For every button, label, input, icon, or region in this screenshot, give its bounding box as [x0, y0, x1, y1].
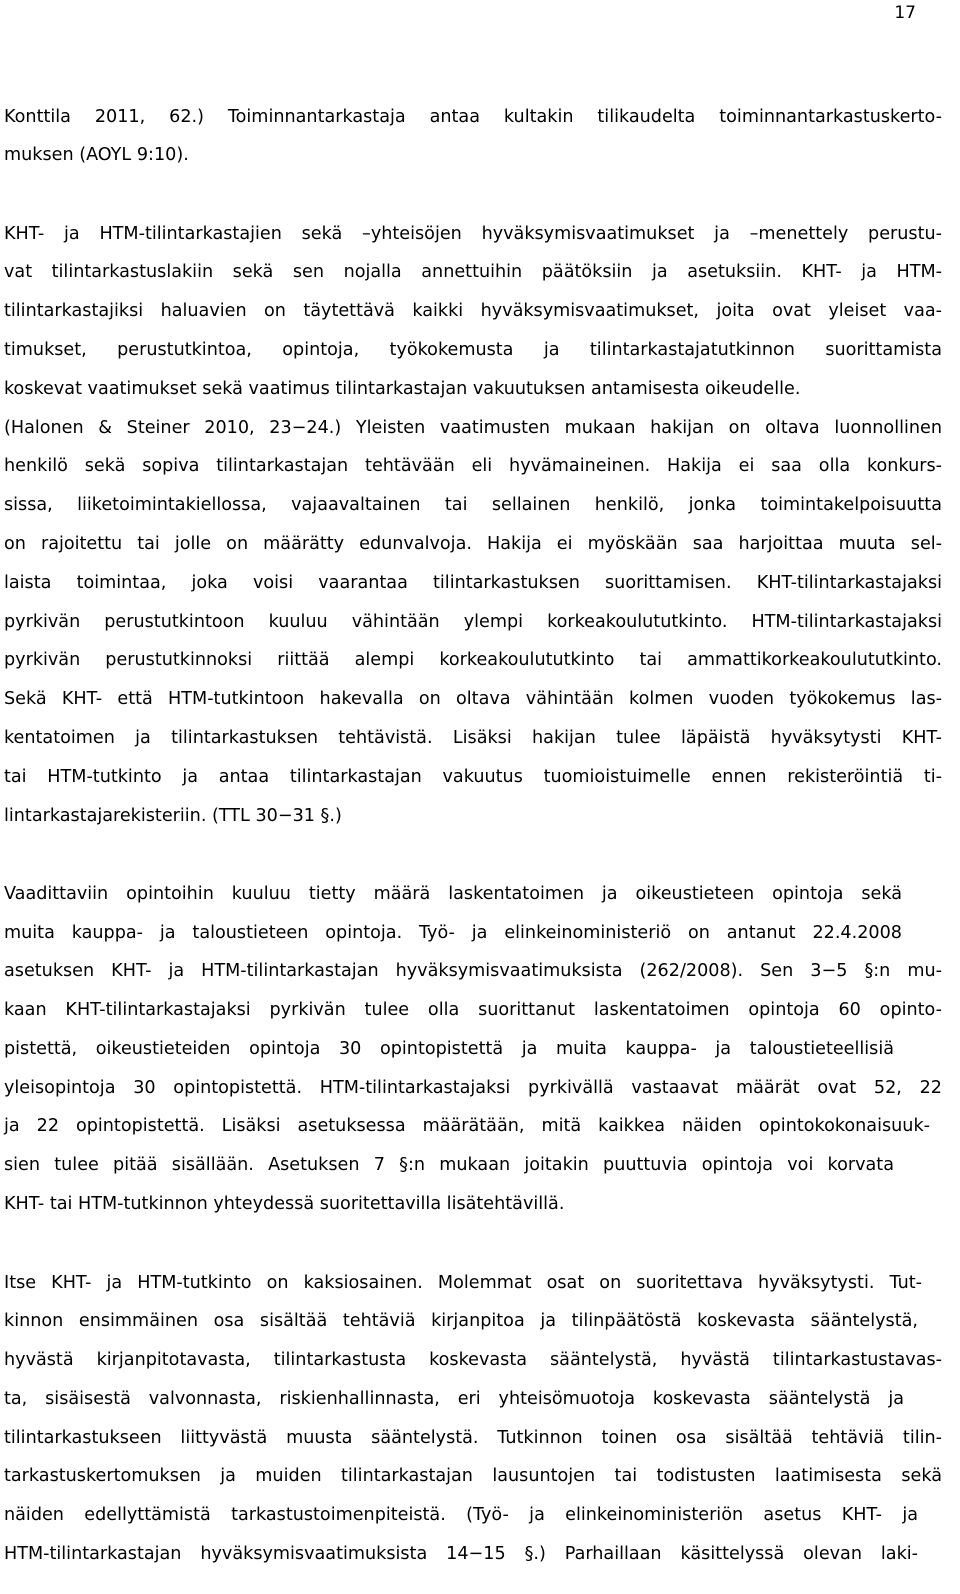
text-line: Sekä KHT- että HTM-tutkintoon hakevalla on oltava vähintään kolmen vuoden työkokemus las- [4, 689, 942, 709]
text-line: tai HTM-tutkinto ja antaa tilintarkastajan vakuutus tuomioistuimelle ennen rekisteröintiä ti- [4, 767, 942, 787]
text-line: Itse KHT- ja HTM-tutkinto on kaksiosainen. Molemmat osat on suoritettava hyväksytysti. Tut- [4, 1273, 922, 1293]
text-line: kaan KHT-tilintarkastajaksi pyrkivän tulee olla suorittanut laskentatoimen opintoja 60 opinto- [4, 1000, 942, 1020]
text-line: sien tulee pitää sisällään. Asetuksen 7 §:n mukaan joitakin puuttuvia opintoja voi korvata [4, 1155, 894, 1175]
text-line: muita kauppa- ja taloustieteen opintoja. Työ- ja elinkeinoministeriö on antanut 22.4.2008 [4, 923, 902, 943]
text-line: ja 22 opintopistettä. Lisäksi asetuksessa määrätään, mitä kaikkea näiden opintokokonaisuuk- [4, 1116, 930, 1136]
text-line: Konttila 2011, 62.) Toiminnantarkastaja antaa kultakin tilikaudelta toiminnantarkastuskerto- [4, 107, 942, 127]
text-line: yleisopintoja 30 opintopistettä. HTM-tilintarkastajaksi pyrkivällä vastaavat määrät ovat 52, 22 [4, 1078, 942, 1098]
text-line: (Halonen & Steiner 2010, 23−24.) Yleisten vaatimusten mukaan hakijan on oltava luonnollinen [4, 418, 942, 438]
text-line: KHT- tai HTM-tutkinnon yhteydessä suoritettavilla lisätehtävillä. [4, 1194, 565, 1214]
text-line: tilintarkastajiksi haluavien on täytettävä kaikki hyväksymisvaatimukset, joita ovat yleiset vaa- [4, 301, 942, 321]
text-line: laista toimintaa, joka voisi vaarantaa tilintarkastuksen suorittamisen. KHT-tilintarkastajaksi [4, 573, 942, 593]
text-line: kentatoimen ja tilintarkastuksen tehtävistä. Lisäksi hakijan tulee läpäistä hyväksytysti KHT- [4, 728, 942, 748]
text-line: lintarkastajarekisteriin. (TTL 30−31 §.) [4, 806, 342, 826]
text-line: KHT- ja HTM-tilintarkastajien sekä –yhteisöjen hyväksymisvaatimukset ja –menettely perustu- [4, 224, 942, 244]
text-line: HTM-tilintarkastajan hyväksymisvaatimuksista 14−15 §.) Parhaillaan käsittelyssä olevan laki- [4, 1544, 918, 1564]
text-line: pyrkivän perustutkinnoksi riittää alempi korkeakoulututkinto tai ammattikorkeakoulututkinto. [4, 650, 942, 670]
text-line: timukset, perustutkintoa, opintoja, työkokemusta ja tilintarkastajatutkinnon suorittamista [4, 340, 942, 360]
text-line: Vaadittaviin opintoihin kuuluu tietty määrä laskentatoimen ja oikeustieteen opintoja sekä [4, 884, 902, 904]
text-line: hyvästä kirjanpitotavasta, tilintarkastusta koskevasta sääntelystä, hyvästä tilintarkastustavas- [4, 1350, 942, 1370]
text-line: ta, sisäisestä valvonnasta, riskienhallinnasta, eri yhteisömuotoja koskevasta sääntelystä ja [4, 1389, 904, 1409]
text-line: vat tilintarkastuslakiin sekä sen nojalla annettuihin päätöksiin ja asetuksiin. KHT- ja HTM- [4, 262, 942, 282]
text-line: pistettä, oikeustieteiden opintoja 30 opintopistettä ja muita kauppa- ja taloustieteellisiä [4, 1039, 894, 1059]
text-line: asetuksen KHT- ja HTM-tilintarkastajan hyväksymisvaatimuksista (262/2008). Sen 3−5 §:n mu- [4, 961, 942, 981]
text-line: tarkastuskertomuksen ja muiden tilintarkastajan lausuntojen tai todistusten laatimisesta sekä [4, 1466, 942, 1486]
text-line: muksen (AOYL 9:10). [4, 145, 189, 165]
text-line: sissa, liiketoimintakiellossa, vajaavaltainen tai sellainen henkilö, jonka toimintakelpoisuutta [4, 495, 942, 515]
text-line: pyrkivän perustutkintoon kuuluu vähintään ylempi korkeakoulututkinto. HTM-tilintarkastajaksi [4, 612, 942, 632]
text-line: koskevat vaatimukset sekä vaatimus tilintarkastajan vakuutuksen antamisesta oikeudelle. [4, 379, 801, 399]
text-line: on rajoitettu tai jolle on määrätty edunvalvoja. Hakija ei myöskään saa harjoittaa muuta sel- [4, 534, 942, 554]
text-line: kinnon ensimmäinen osa sisältää tehtäviä kirjanpitoa ja tilinpäätöstä koskevasta sääntelystä, [4, 1311, 918, 1331]
text-line: tilintarkastukseen liittyvästä muusta sääntelystä. Tutkinnon toinen osa sisältää tehtäviä tilin- [4, 1428, 942, 1448]
text-line: henkilö sekä sopiva tilintarkastajan tehtävään eli hyvämaineinen. Hakija ei saa olla konkurs- [4, 456, 942, 476]
text-line: näiden edellyttämistä tarkastustoimenpiteistä. (Työ- ja elinkeinoministeriön asetus KHT- ja [4, 1505, 918, 1525]
page-number: 17 [894, 3, 916, 23]
